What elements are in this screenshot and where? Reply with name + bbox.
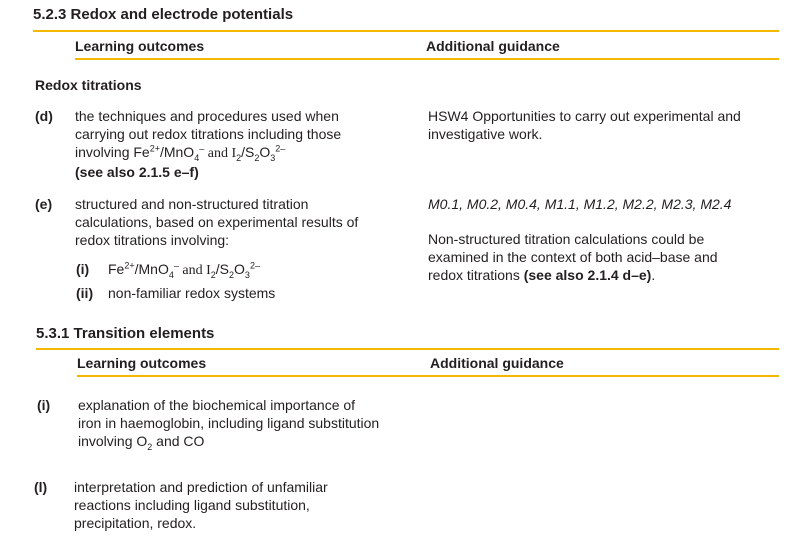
header-additional-guidance: Additional guidance [426,38,560,54]
outcome-label-i: (i) [37,397,51,413]
section-rule [33,30,779,32]
guidance-e-note [428,230,718,284]
section-rule [36,348,779,350]
outcome-label-l: (l) [34,479,48,495]
sub-label-i: (i) [76,261,90,277]
outcome-i-line: explanation of the biochemical importance of [78,397,356,413]
guidance-d-line: HSW4 Opportunities to carry out experimental and [428,108,741,124]
outcome-l-text [74,478,328,532]
outcome-i-text [78,396,379,450]
header-additional-guidance: Additional guidance [430,355,564,371]
section-title-transition: 5.3.1 Transition elements [36,325,215,342]
sub-item-ii-text: non-familiar redox systems [108,285,276,301]
outcome-label-d: (d) [35,108,53,124]
outcome-d-text [75,107,341,181]
guidance-e-line: examined in the context of both acid–base and [428,249,718,265]
outcome-d-formula-line: involving $Fe^{2+}/MnO_4^-$ and $I_2/S_2O_3^{2-}$ [75,143,286,163]
outcome-e-line: structured and non-structured titration [75,196,309,212]
sub-label-ii: (ii) [76,285,94,301]
outcome-l-line: precipitation, redox. [74,515,197,531]
subheading-redox-titrations: Redox titrations [35,77,142,93]
outcome-e-text [75,195,358,249]
outcome-d-see-also: (see also 2.1.5 e–f) [75,164,199,180]
outcome-l-line: reactions including ligand substitution, [74,497,310,513]
header-learning-outcomes: Learning outcomes [77,355,207,371]
header-learning-outcomes: Learning outcomes [75,38,205,54]
guidance-d-line: investigative work. [428,126,543,142]
header-rule [75,58,779,60]
guidance-d [428,107,741,143]
outcome-label-e: (e) [35,196,53,212]
outcome-e-line: redox titrations involving: [75,232,230,248]
outcome-d-line: the techniques and procedures used when [75,108,339,124]
outcome-l-line: interpretation and prediction of unfamiliar [74,479,328,495]
outcome-d-line: carrying out redox titrations including those [75,126,342,142]
sub-item-i-formula: $Fe^{2+}/MnO_4^-$ and $I_2/S_2O_3^{2-}$ [108,260,260,280]
outcome-i-line: iron in haemoglobin, including ligand substitution [78,415,380,431]
guidance-e-codes: M0.1, M0.2, M0.4, M1.1, M1.2, M2.2, M2.3, M2.4 [428,196,732,212]
section-title-redox: 5.2.3 Redox and electrode potentials [33,6,294,23]
outcome-i-line: involving $O_2$ and CO [78,433,205,452]
outcome-e-line: calculations, based on experimental results of [75,214,359,230]
guidance-e-line: redox titrations (see also 2.1.4 d–e). [428,267,656,283]
header-rule [77,375,779,377]
guidance-e-line: Non-structured titration calculations could be [428,231,705,247]
